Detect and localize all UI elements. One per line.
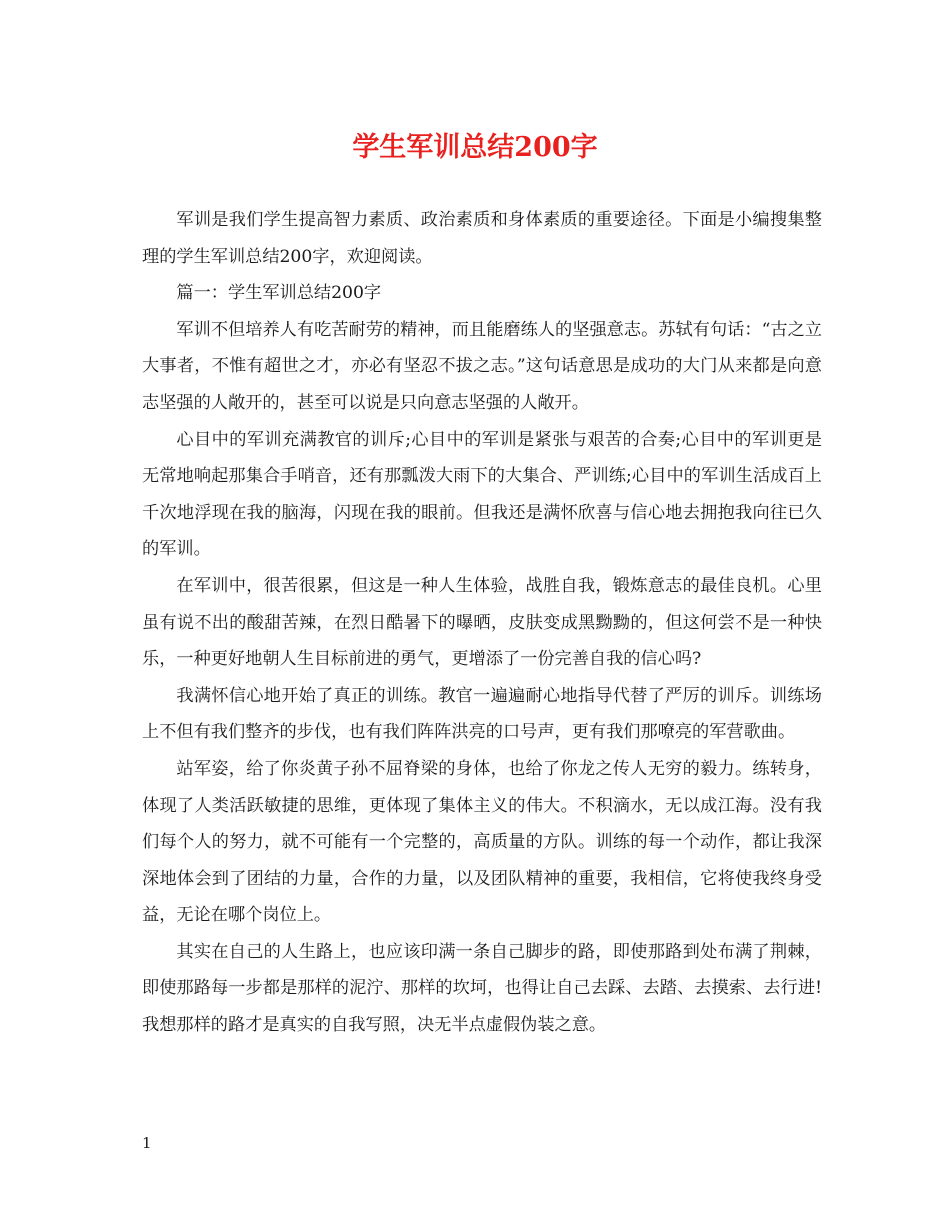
paragraph-intro: 军训是我们学生提高智力素质、政治素质和身体素质的重要途径。下面是小编搜集整理的学生军训总结200字，欢迎阅读。 xyxy=(142,210,822,267)
document-title: 学生军训总结200字 xyxy=(352,132,598,163)
paragraph: 在军训中，很苦很累，但这是一种人生体验，战胜自我，锻炼意志的最佳良机。心里虽有说不出的酸甜苦辣，在烈日酷暑下的曝晒，皮肤变成黑黝黝的，但这何尝不是一种快乐，一种更好地朝人生目标前进的勇气，更增添了一份完善自我的信心吗? xyxy=(142,575,822,670)
paragraph: 心目中的军训充满教官的训斥;心目中的军训是紧张与艰苦的合奏;心目中的军训更是无常地响起那集合手哨音，还有那瓢泼大雨下的大集合、严训练;心目中的军训生活成百上千次地浮现在我的脑海，闪现在我的眼前。但我还是满怀欣喜与信心地去拥抱我向往已久的军训。 xyxy=(142,429,822,560)
paragraph: 军训不但培养人有吃苦耐劳的精神，而且能磨练人的坚强意志。苏轼有句话：“古之立大事者，不惟有超世之才，亦必有坚忍不拔之志。”这句话意思是成功的大门从来都是向意志坚强的人敞开的，甚至可以说是只向意志坚强的人敞开。 xyxy=(142,319,822,413)
paragraph: 站军姿，给了你炎黄子孙不屈脊梁的身体，也给了你龙之传人无穷的毅力。练转身，体现了人类活跃敏捷的思维，更体现了集体主义的伟大。不积滴水，无以成江海。没有我们每个人的努力，就不可能有一个完整的，高质量的方队。训练的每一个动作，都让我深深地体会到了团结的力量，合作的力量，以及团队精神的重要，我相信，它将使我终身受益，无论在哪个岗位上。 xyxy=(142,758,822,926)
page-number: 1 xyxy=(142,1134,152,1152)
document-body xyxy=(142,202,822,1044)
paragraph: 其实在自己的人生路上，也应该印满一条自己脚步的路，即使那路到处布满了荆棘，即使那路每一步都是那样的泥泞、那样的坎坷，也得让自己去踩、去踏、去摸索、去行进!我想那样的路才是真实的自我写照，决无半点虚假伪装之意。 xyxy=(142,941,822,1036)
paragraph: 我满怀信心地开始了真正的训练。教官一遍遍耐心地指导代替了严厉的训斥。训练场上不但有我们整齐的步伐，也有我们阵阵洪亮的口号声，更有我们那嘹亮的军营歌曲。 xyxy=(142,685,822,743)
section-heading: 篇一：学生军训总结200字 xyxy=(176,283,382,304)
